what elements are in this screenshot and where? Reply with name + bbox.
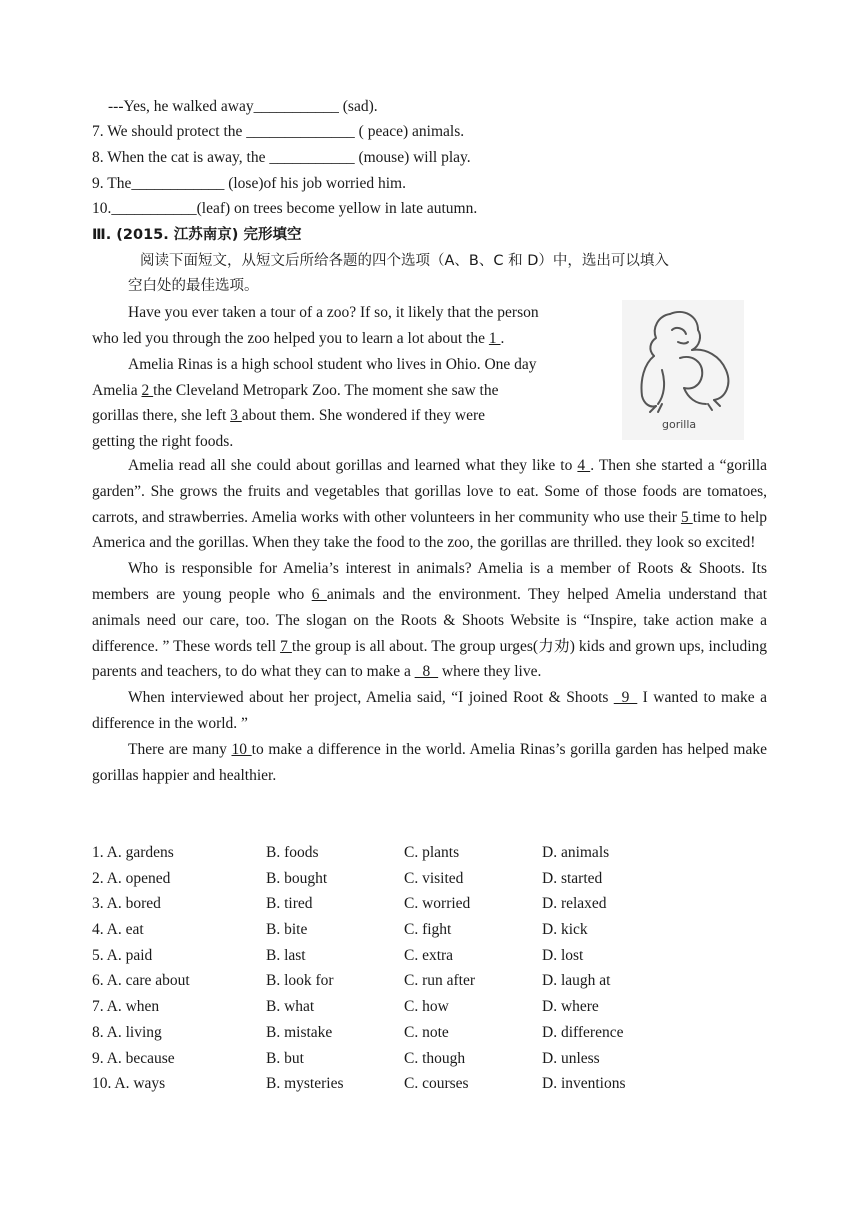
option-b: B. mysteries bbox=[266, 1075, 344, 1093]
passage-p1-line2: who led you through the zoo helped you to learn a lot about the 1 . bbox=[92, 330, 505, 347]
option-d: D. unless bbox=[542, 1049, 600, 1067]
option-b: B. but bbox=[266, 1049, 304, 1067]
option-d: D. kick bbox=[542, 921, 588, 939]
blank-4: 4 bbox=[577, 457, 591, 474]
blank-9: _9_ bbox=[613, 689, 638, 707]
option-c: C. courses bbox=[404, 1075, 469, 1093]
option-a: 5. A. paid bbox=[92, 946, 153, 964]
blank-2: 2 bbox=[141, 382, 154, 399]
option-b: B. bite bbox=[266, 921, 308, 939]
option-row bbox=[92, 1048, 702, 1074]
option-row bbox=[92, 996, 702, 1022]
option-row bbox=[92, 842, 702, 868]
option-d: D. where bbox=[542, 998, 599, 1016]
section-instruction-1: 阅读下面短文，从短文后所给各题的四个选项（A、B、C 和 D）中，选出可以填入 bbox=[140, 253, 669, 269]
passage-p6: There are many 10 to make a difference in the world. Amelia Rinas’s gorilla garden has helped make gorillas happier and healthier. bbox=[92, 740, 767, 784]
option-a: 2. A. opened bbox=[92, 869, 171, 887]
section-title: Ⅲ. (2015. 江苏南京) 完形填空 bbox=[92, 227, 302, 243]
option-c: C. worried bbox=[404, 895, 471, 913]
fill-line-8: 8. When the cat is away, the ___________ (mouse) will play. bbox=[92, 149, 471, 166]
option-d: D. started bbox=[542, 869, 603, 887]
option-b: B. what bbox=[266, 998, 315, 1016]
option-c: C. fight bbox=[404, 921, 452, 939]
option-row bbox=[92, 868, 702, 894]
passage-body bbox=[92, 453, 767, 788]
section-instruction-2: 空白处的最佳选项。 bbox=[128, 278, 259, 294]
option-a: 8. A. living bbox=[92, 1023, 162, 1041]
option-a: 6. A. care about bbox=[92, 972, 190, 990]
fill-line-6-answer: ---Yes, he walked away___________ (sad). bbox=[108, 98, 378, 115]
passage-p4: Who is responsible for Amelia’s interest in animals? Amelia is a member of Roots & Shoots. Its members are young people who 6 animals and the environment. They helped Amelia understand that animals need our care, too. The slogan on the Roots & Shoots Website is “Inspire, take action make a difference. ” These words tell 7 the group is all about. The group urges(力劝) kids and grown ups, including parents and teachers, to do what they can to make a _8_ where they live. bbox=[92, 560, 768, 681]
option-b: B. tired bbox=[266, 895, 313, 913]
option-row bbox=[92, 970, 702, 996]
option-d: D. lost bbox=[542, 946, 584, 964]
option-b: B. mistake bbox=[266, 1023, 333, 1041]
gorilla-image bbox=[622, 300, 744, 440]
passage-p1-line1: Have you ever taken a tour of a zoo? If so, it likely that the person bbox=[128, 304, 539, 321]
option-c: C. though bbox=[404, 1049, 466, 1067]
fill-line-7: 7. We should protect the ______________ ( peace) animals. bbox=[92, 123, 465, 140]
option-b: B. look for bbox=[266, 972, 334, 990]
blank-8: _8_ bbox=[414, 663, 439, 681]
gorilla-caption: gorilla bbox=[662, 418, 697, 431]
option-b: B. foods bbox=[266, 844, 319, 861]
option-d: D. animals bbox=[542, 844, 610, 861]
fill-line-10: 10.___________(leaf) on trees become yellow in late autumn. bbox=[92, 200, 478, 217]
passage-p5: When interviewed about her project, Amelia said, “I joined Root & Shoots _9_ I wanted to make a difference in the world. ” bbox=[92, 689, 767, 732]
option-row bbox=[92, 919, 702, 945]
passage-p3: Amelia read all she could about gorillas and learned what they like to 4 . Then she started a “gorilla garden”. She grows the fruits and vegetables that gorillas love to eat. Some of those foods are tomatoes, carrots, and strawberries. Amelia works with other volunteers in her community who use their 5 time to help America and the gorillas. When they take the food to the zoo, the gorillas are thrilled. they look so excited! bbox=[92, 457, 768, 552]
option-c: C. how bbox=[404, 998, 449, 1016]
passage-p2-line3: gorillas there, she left 3 about them. She wondered if they were bbox=[92, 407, 485, 424]
option-c: C. visited bbox=[404, 869, 464, 887]
passage-p2-line2: Amelia 2 the Cleveland Metropark Zoo. The moment she saw the bbox=[92, 382, 499, 399]
option-a: 10. A. ways bbox=[92, 1075, 166, 1093]
passage-p2-line4: getting the right foods. bbox=[92, 433, 234, 450]
option-c: C. note bbox=[404, 1023, 449, 1041]
option-row bbox=[92, 1073, 702, 1099]
options-table bbox=[92, 842, 702, 1099]
option-d: D. difference bbox=[542, 1023, 624, 1041]
option-a: 3. A. bored bbox=[92, 895, 161, 913]
passage-p2-line1: Amelia Rinas is a high school student who lives in Ohio. One day bbox=[128, 356, 537, 373]
option-a: 4. A. eat bbox=[92, 921, 144, 939]
option-row bbox=[92, 893, 702, 919]
option-c: C. plants bbox=[404, 844, 460, 861]
blank-3: 3 bbox=[230, 407, 242, 424]
option-b: B. last bbox=[266, 946, 306, 964]
blank-1: 1 bbox=[488, 330, 501, 347]
option-c: C. run after bbox=[404, 972, 476, 990]
blank-5: 5 bbox=[680, 508, 693, 526]
fill-line-9: 9. The____________ (lose)of his job worried him. bbox=[92, 175, 406, 192]
option-a: 9. A. because bbox=[92, 1049, 175, 1067]
blank-7: 7 bbox=[280, 637, 292, 655]
option-row bbox=[92, 945, 702, 971]
option-b: B. bought bbox=[266, 869, 328, 887]
blank-6: 6 bbox=[311, 585, 327, 603]
option-d: D. laugh at bbox=[542, 972, 611, 990]
option-a: 1. A. gardens bbox=[92, 844, 174, 861]
option-a: 7. A. when bbox=[92, 998, 160, 1016]
option-c: C. extra bbox=[404, 946, 454, 964]
option-d: D. relaxed bbox=[542, 895, 607, 913]
option-row bbox=[92, 1022, 702, 1048]
blank-10: 10 bbox=[231, 740, 252, 758]
gorilla-icon bbox=[622, 300, 744, 440]
option-d: D. inventions bbox=[542, 1075, 626, 1093]
